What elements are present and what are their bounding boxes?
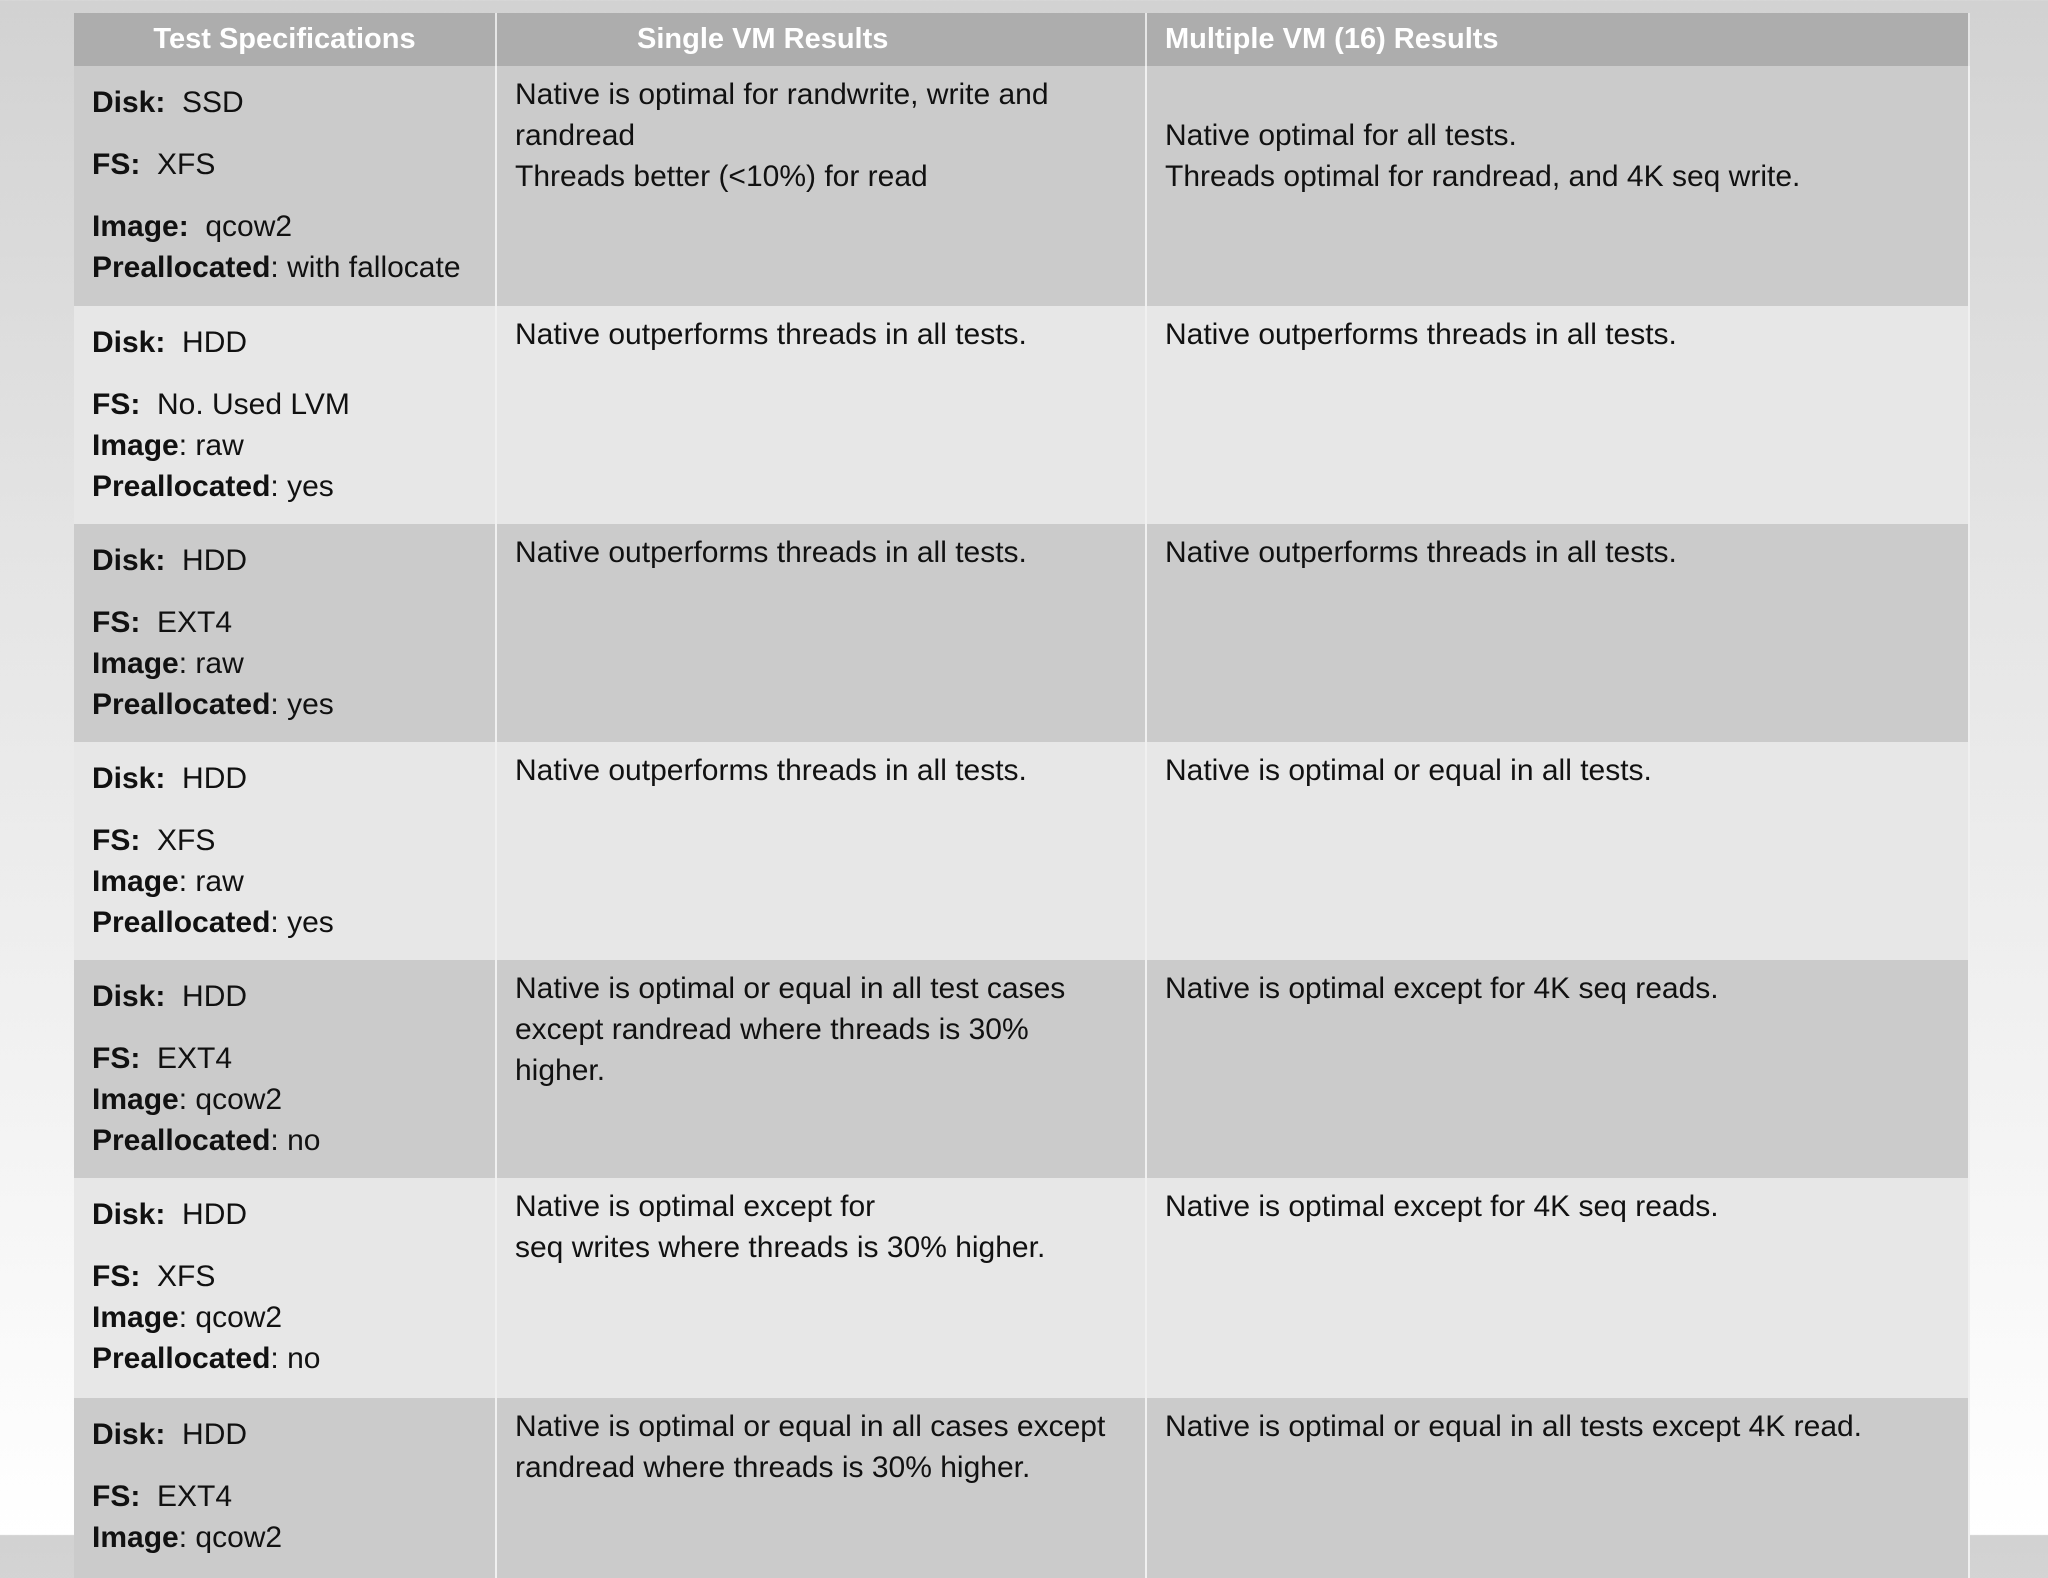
- preallocated-value: : yes: [270, 688, 334, 721]
- image-value: : qcow2: [178, 1521, 283, 1554]
- preallocated-label: Preallocated: [92, 1124, 271, 1157]
- disk-label: Disk:: [92, 1418, 166, 1451]
- image-line: [92, 425, 477, 466]
- preallocated-value: : yes: [270, 906, 334, 939]
- fs-label: FS:: [92, 148, 141, 181]
- image-value: : qcow2: [178, 1083, 283, 1116]
- spec-cell: [74, 66, 496, 306]
- header-single-vm-results: Single VM Results: [496, 13, 1146, 66]
- disk-value: HDD: [165, 1198, 248, 1231]
- fs-line: [92, 602, 477, 643]
- fs-value: XFS: [140, 148, 216, 181]
- multi-vm-result-cell: [1146, 66, 1969, 306]
- single-vm-result-cell: [496, 1178, 1146, 1398]
- fs-label: FS:: [92, 606, 141, 639]
- image-value: : qcow2: [178, 1301, 283, 1334]
- image-line: [92, 206, 477, 247]
- disk-value: HDD: [165, 544, 248, 577]
- fs-label: FS:: [92, 824, 141, 857]
- fs-value: EXT4: [140, 1480, 233, 1513]
- single-vm-result-text: Native outperforms threads in all tests.: [515, 536, 1027, 569]
- image-line: [92, 861, 477, 902]
- fs-line: [92, 384, 477, 425]
- preallocated-line: [92, 684, 477, 725]
- preallocated-label: Preallocated: [92, 1342, 271, 1375]
- single-vm-result-cell: [496, 1398, 1146, 1578]
- disk-line: [92, 540, 477, 581]
- header-test-specifications: Test Specifications: [74, 13, 496, 66]
- fs-value: XFS: [140, 1260, 216, 1293]
- disk-label: Disk:: [92, 1198, 166, 1231]
- preallocated-label: Preallocated: [92, 470, 271, 503]
- image-value: : raw: [178, 647, 244, 680]
- single-vm-result-text: Native is optimal or equal in all cases except randread where threads is 30% higher.: [515, 1410, 1106, 1484]
- image-value: : raw: [178, 865, 244, 898]
- table-row: [74, 742, 1969, 960]
- multi-vm-result-text: Native is optimal or equal in all tests.: [1165, 754, 1652, 787]
- fs-label: FS:: [92, 388, 141, 421]
- multi-vm-result-cell: [1146, 524, 1969, 742]
- preallocated-label: Preallocated: [92, 688, 271, 721]
- image-label: Image:: [92, 210, 189, 243]
- fs-value: No. Used LVM: [140, 388, 350, 421]
- multi-vm-result-text: Threads optimal for randread, and 4K seq write.: [1165, 160, 1801, 193]
- single-vm-result-text: Native is optimal or equal in all test cases except randread where threads is 30% higher.: [515, 972, 1066, 1087]
- disk-line: [92, 976, 477, 1017]
- spec-cell: [74, 742, 496, 960]
- single-vm-result-text: Native is optimal except for: [515, 1190, 876, 1223]
- disk-value: HDD: [165, 1418, 248, 1451]
- preallocated-label: Preallocated: [92, 906, 271, 939]
- table-row: [74, 306, 1969, 524]
- disk-value: HDD: [165, 980, 248, 1013]
- single-vm-result-text: Native is optimal for randwrite, write and randread: [515, 78, 1049, 152]
- table-row: [74, 524, 1969, 742]
- multi-vm-result-text: Native is optimal or equal in all tests except 4K read.: [1165, 1410, 1863, 1443]
- fs-line: [92, 1256, 477, 1297]
- image-label: Image: [92, 865, 179, 898]
- multi-vm-result-text: Native outperforms threads in all tests.: [1165, 536, 1677, 569]
- spec-cell: [74, 960, 496, 1178]
- fs-label: FS:: [92, 1260, 141, 1293]
- single-vm-result-cell: [496, 742, 1146, 960]
- image-label: Image: [92, 647, 179, 680]
- fs-line: [92, 820, 477, 861]
- single-vm-result-cell: [496, 524, 1146, 742]
- fs-value: XFS: [140, 824, 216, 857]
- image-label: Image: [92, 429, 179, 462]
- disk-value: SSD: [165, 86, 244, 119]
- multi-vm-result-cell: [1146, 1178, 1969, 1398]
- fs-line: [92, 1476, 477, 1517]
- spec-cell: [74, 1398, 496, 1578]
- preallocated-value: : yes: [270, 470, 334, 503]
- disk-label: Disk:: [92, 544, 166, 577]
- fs-value: EXT4: [140, 1042, 233, 1075]
- spec-cell: [74, 1178, 496, 1398]
- disk-line: [92, 322, 477, 363]
- disk-line: [92, 82, 477, 123]
- single-vm-result-cell: [496, 960, 1146, 1178]
- multi-vm-result-cell: [1146, 1398, 1969, 1578]
- table-row: [74, 1178, 1969, 1398]
- multi-vm-result-text: Native is optimal except for 4K seq reads.: [1165, 972, 1719, 1005]
- multi-vm-result-text: Native outperforms threads in all tests.: [1165, 318, 1677, 351]
- header-multiple-vm-results: Multiple VM (16) Results: [1146, 13, 1969, 66]
- image-line: [92, 1079, 477, 1120]
- single-vm-result-text: Native outperforms threads in all tests.: [515, 754, 1027, 787]
- fs-value: EXT4: [140, 606, 233, 639]
- multi-vm-result-cell: [1146, 960, 1969, 1178]
- table-row: [74, 1398, 1969, 1578]
- preallocated-line: [92, 1120, 477, 1161]
- preallocated-label: Preallocated: [92, 251, 271, 284]
- disk-label: Disk:: [92, 86, 166, 119]
- disk-label: Disk:: [92, 326, 166, 359]
- preallocated-value: : with fallocate: [270, 251, 461, 284]
- image-label: Image: [92, 1301, 179, 1334]
- disk-value: HDD: [165, 762, 248, 795]
- preallocated-line: [92, 466, 477, 507]
- disk-value: HDD: [165, 326, 248, 359]
- table-row: [74, 960, 1969, 1178]
- multi-vm-result-text: Native is optimal except for 4K seq reads.: [1165, 1190, 1719, 1223]
- disk-line: [92, 1414, 477, 1455]
- image-line: [92, 1297, 477, 1338]
- preallocated-value: : no: [270, 1124, 321, 1157]
- fs-line: [92, 144, 477, 185]
- spec-cell: [74, 306, 496, 524]
- multi-vm-result-cell: [1146, 306, 1969, 524]
- image-line: [92, 1517, 477, 1558]
- table-row: [74, 66, 1969, 306]
- single-vm-result-cell: [496, 306, 1146, 524]
- preallocated-line: [92, 1338, 477, 1379]
- single-vm-result-text: seq writes where threads is 30% higher.: [515, 1231, 1046, 1264]
- image-label: Image: [92, 1083, 179, 1116]
- preallocated-value: : no: [270, 1342, 321, 1375]
- multi-vm-result-cell: [1146, 742, 1969, 960]
- table-header-row: [74, 13, 1969, 66]
- image-value: qcow2: [188, 210, 293, 243]
- preallocated-line: [92, 902, 477, 943]
- image-label: Image: [92, 1521, 179, 1554]
- image-line: [92, 643, 477, 684]
- fs-label: FS:: [92, 1480, 141, 1513]
- preallocated-line: [92, 247, 477, 288]
- image-value: : raw: [178, 429, 244, 462]
- fs-label: FS:: [92, 1042, 141, 1075]
- disk-label: Disk:: [92, 762, 166, 795]
- disk-line: [92, 758, 477, 799]
- disk-line: [92, 1194, 477, 1235]
- fs-line: [92, 1038, 477, 1079]
- multi-vm-result-text: Native optimal for all tests.: [1165, 119, 1517, 152]
- spec-cell: [74, 524, 496, 742]
- single-vm-result-text: Threads better (<10%) for read: [515, 160, 928, 193]
- results-table: [74, 13, 1970, 1578]
- single-vm-result-cell: [496, 66, 1146, 306]
- single-vm-result-text: Native outperforms threads in all tests.: [515, 318, 1027, 351]
- disk-label: Disk:: [92, 980, 166, 1013]
